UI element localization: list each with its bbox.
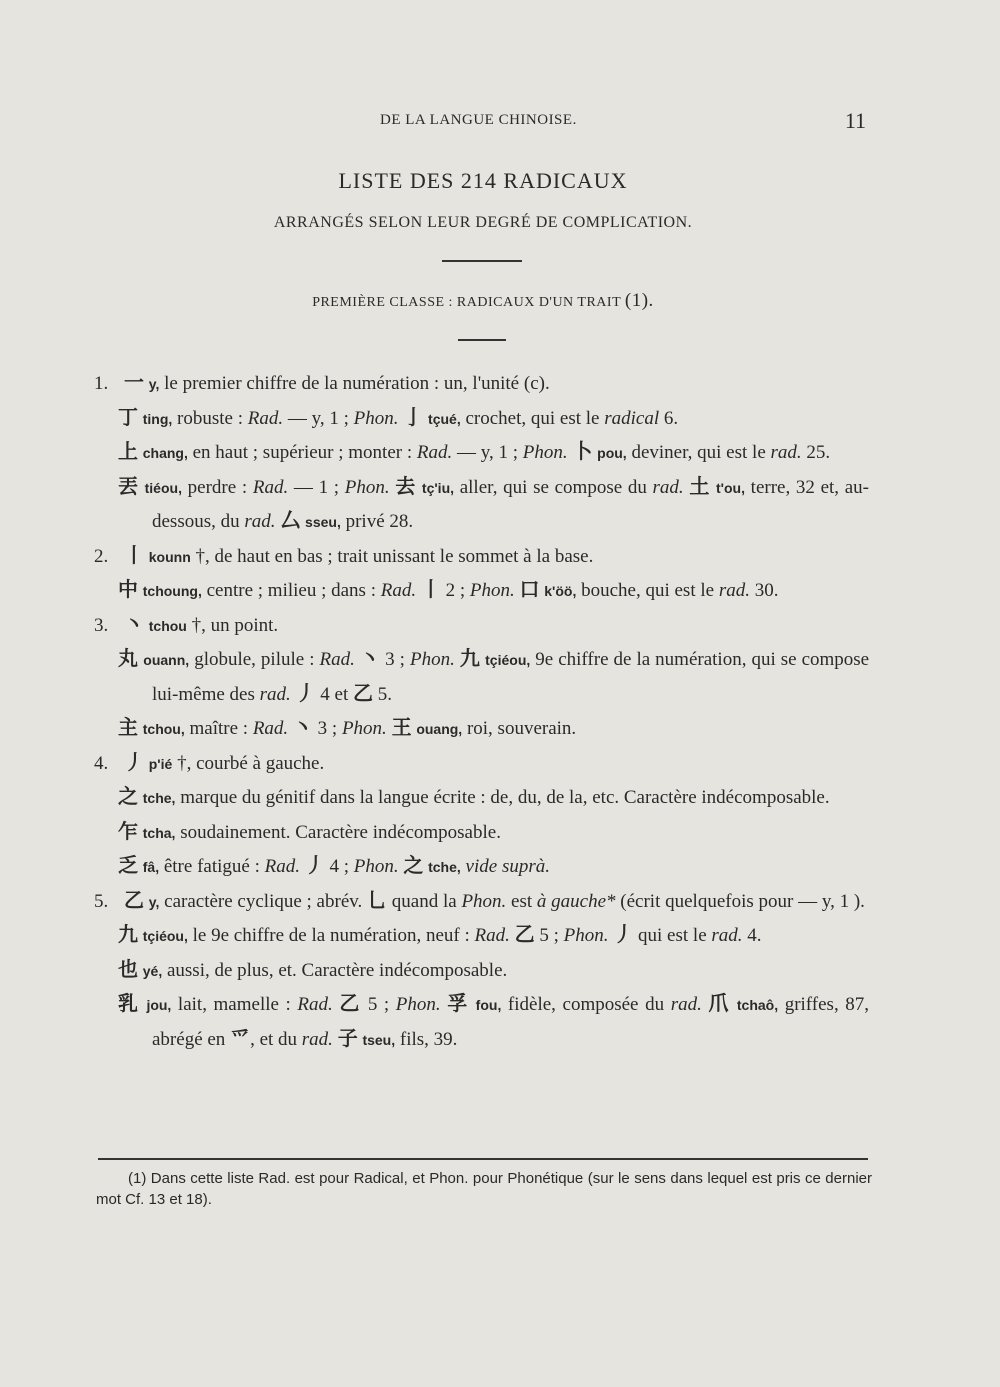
entry-text: perdre : — [187, 476, 248, 498]
entry-text: 4 ; — [329, 856, 349, 877]
class-heading-note: (1). — [624, 290, 654, 311]
phon-label: Phon. — [353, 407, 399, 429]
romanization: fâ, — [142, 859, 160, 875]
entry-text: fidèle, composée du — [507, 994, 665, 1015]
romanization: tche, — [142, 790, 176, 806]
entry-text: 25. — [806, 442, 831, 463]
phon-label: Phon. — [461, 890, 507, 912]
radical-entry-3 — [94, 608, 869, 643]
rad-label: rad. — [718, 580, 750, 601]
rad-label: Rad. — [264, 856, 300, 877]
character: 九 — [459, 646, 481, 670]
footnote-rule — [98, 1158, 868, 1160]
phon-label: Phon. — [344, 476, 390, 498]
entry-text: — 1 ; — [293, 476, 340, 498]
character: 乙 — [339, 991, 362, 1015]
radical-list — [94, 366, 869, 1056]
sub-entry-zhi — [94, 780, 869, 815]
entry-text: †, un point. — [191, 614, 279, 636]
character: 也 — [118, 956, 138, 981]
rad-label: Rad. — [252, 718, 289, 739]
rad-label: Rad. — [297, 994, 333, 1015]
entry-text: — y, 1 ; — [287, 407, 349, 429]
entry-text: aller, qui se compose du — [459, 476, 647, 498]
radical-entry-1 — [94, 366, 869, 401]
rad-label: rad. — [770, 442, 802, 463]
romanization: k'öö, — [544, 583, 577, 599]
entry-text: robuste : — [177, 407, 244, 429]
character: 亅 — [403, 404, 424, 429]
character: 丿 — [613, 922, 634, 946]
rad-label: rad. — [244, 511, 276, 532]
entry-text: 9e chiffre de la numération, qui se compose lui-même des — [152, 649, 870, 705]
character: 乚 — [367, 887, 388, 912]
phon-label: Phon. — [353, 856, 399, 877]
entry-text: être fatigué : — [163, 856, 260, 877]
phon-label: Phon. — [409, 649, 455, 670]
section-rule — [458, 339, 506, 341]
entry-text: †, courbé à gauche. — [177, 752, 325, 774]
sub-entry-fa — [94, 849, 869, 884]
romanization: tchou — [148, 617, 187, 634]
romanization: yé, — [142, 962, 163, 979]
entry-text: le 9e chiffre de la numération, neuf : — [192, 925, 470, 946]
romanization: ting, — [142, 410, 173, 427]
entry-text: bouche, qui est le — [581, 580, 715, 601]
entry-text: fils, 39. — [399, 1028, 458, 1050]
radical-entry-4 — [94, 746, 869, 781]
rad-label: Rad. — [247, 407, 284, 429]
entry-text: maître : — [189, 718, 249, 739]
romanization: t'ou, — [716, 479, 745, 496]
page-subtitle: ARRANGÉS SELON LEUR DEGRÉ DE COMPLICATION. — [273, 214, 693, 231]
phon-label: Phon. — [469, 580, 515, 601]
entry-text: †, de haut en bas ; trait unissant le sommet à la base. — [195, 545, 594, 567]
entry-text: quand la — [391, 890, 457, 912]
character: 上 — [118, 439, 138, 463]
character: 乳 — [118, 991, 140, 1015]
rad-label: Rad. — [252, 476, 289, 498]
rad-label: rad. — [711, 925, 743, 946]
entry-text: en haut ; supérieur ; monter : — [192, 442, 413, 463]
radical-entry-2 — [94, 539, 869, 574]
radical-entry-5 — [94, 884, 869, 919]
entry-text: est — [511, 890, 533, 912]
character: 之 — [118, 784, 138, 808]
rad-label: rad. — [259, 683, 291, 705]
romanization: tchoung, — [142, 583, 202, 599]
entry-text: vide suprà. — [465, 856, 550, 877]
character: 子 — [337, 1025, 358, 1050]
romanization: ouang, — [416, 721, 463, 737]
rad-label: Rad. — [474, 925, 510, 946]
radical-char: 丿 — [124, 749, 144, 774]
entry-text: privé 28. — [345, 511, 414, 532]
character: 土 — [689, 473, 711, 498]
character: 丿 — [304, 853, 325, 877]
entry-number: 5. — [94, 890, 109, 912]
rad-label: rad. — [301, 1028, 333, 1050]
sub-entry-zhu — [94, 711, 869, 746]
class-heading — [0, 290, 966, 312]
character: 去 — [395, 473, 417, 498]
romanization: tçiéou, — [142, 928, 188, 944]
sub-entry-diu — [94, 470, 869, 539]
character: 丸 — [118, 646, 139, 670]
romanization: chang, — [142, 445, 188, 461]
entry-number: 3. — [94, 614, 109, 636]
radical-char: 乙 — [124, 887, 144, 912]
entry-text: 4 et — [320, 683, 349, 705]
character: 乏 — [118, 853, 138, 877]
romanization: tchou, — [142, 721, 185, 737]
entry-number: 2. — [94, 545, 109, 567]
entry-text: , et du — [250, 1028, 298, 1050]
romanization: tcha, — [142, 824, 176, 841]
entry-text: griffes, 87, abrégé en — [152, 994, 870, 1050]
entry-text: 5 ; — [539, 925, 559, 946]
character: 乍 — [118, 818, 138, 843]
character: 丟 — [118, 473, 139, 498]
romanization: tçiéou, — [485, 652, 531, 668]
romanization: tiéou, — [144, 479, 182, 496]
entry-text: le premier chiffre de la numération : un, l'unité (c). — [164, 373, 550, 394]
rad-label: Rad. — [319, 649, 355, 670]
sub-entry-ye — [94, 953, 869, 988]
entry-text: centre ; milieu ; dans : — [206, 580, 376, 601]
sub-entry-wan — [94, 642, 869, 711]
entry-text: aussi, de plus, et. Caractère indécomposable. — [166, 959, 508, 981]
entry-text: — y, 1 ). — [798, 890, 865, 912]
character: 主 — [118, 715, 138, 739]
phon-label: Phon. — [395, 994, 441, 1015]
character: 爪 — [708, 991, 731, 1015]
sub-entry-ding — [94, 401, 869, 436]
character: 之 — [403, 853, 424, 877]
rad-label: Rad. — [380, 580, 417, 601]
rad-label: radical — [604, 407, 660, 429]
radical-char: 丨 — [124, 542, 144, 567]
entry-text: 3 ; — [317, 718, 338, 739]
entry-text: 5 ; — [367, 994, 390, 1015]
character: 王 — [391, 715, 412, 739]
character: 爫 — [230, 1025, 251, 1050]
entry-text: — y, 1 ; — [456, 442, 519, 463]
entry-text: globule, pilule : — [194, 649, 315, 670]
running-head: DE LA LANGUE CHINOISE. — [380, 112, 577, 128]
romanization: y, — [148, 376, 160, 392]
character: 丶 — [292, 715, 313, 739]
entry-text: 2 ; — [445, 580, 466, 601]
entry-text: lait, mamelle : — [177, 994, 291, 1015]
entry-number: 4. — [94, 752, 109, 774]
character: 孚 — [447, 991, 470, 1015]
romanization: tç'iu, — [421, 479, 455, 496]
character: 丁 — [118, 404, 138, 429]
romanization: kounn — [148, 548, 191, 565]
sub-entry-zhong — [94, 573, 869, 608]
romanization: p'ié — [148, 755, 173, 772]
title-rule — [442, 260, 522, 262]
character: 丶 — [359, 646, 381, 670]
entry-text: 5. — [377, 683, 393, 705]
rad-label: rad. — [652, 476, 684, 498]
sub-entry-shang — [94, 435, 869, 470]
entry-text: à gauche* — [536, 890, 616, 912]
sub-entry-ru — [94, 987, 869, 1056]
character: 丨 — [420, 577, 441, 601]
entry-text: crochet, qui est le — [465, 407, 600, 429]
romanization: tche, — [428, 859, 461, 875]
character: 中 — [118, 577, 138, 601]
character: 乙 — [514, 922, 535, 946]
romanization: sseu, — [305, 514, 341, 530]
character: 卜 — [572, 439, 593, 463]
entry-text: marque du génitif dans la langue écrite : de, du, de la, etc. Caractère indécomposable. — [180, 787, 830, 808]
entry-text: soudainement. Caractère indécomposable. — [180, 821, 501, 843]
entry-number: 1. — [94, 373, 109, 394]
romanization: tchaô, — [736, 997, 779, 1013]
entry-text: qui est le — [638, 925, 707, 946]
character: 厶 — [280, 508, 301, 532]
entry-text: caractère cyclique ; abrév. — [164, 890, 363, 912]
phon-label: Phon. — [563, 925, 609, 946]
romanization: ouann, — [143, 652, 190, 668]
page-header — [0, 108, 1000, 136]
sub-entry-jiu — [94, 918, 869, 953]
romanization: jou, — [146, 997, 172, 1013]
entry-text: (écrit quelquefois pour — [620, 890, 794, 912]
character: 九 — [118, 922, 138, 946]
page-title: LISTE DES 214 RADICAUX — [338, 168, 628, 193]
entry-text: terre, 32 et, au-dessous, du — [152, 476, 870, 532]
romanization: tseu, — [362, 1031, 396, 1048]
rad-label: rad. — [670, 994, 702, 1015]
page-number: 11 — [844, 108, 866, 133]
romanization: y, — [148, 893, 160, 910]
sub-entry-zha — [94, 815, 869, 850]
rad-label: Rad. — [416, 442, 453, 463]
phon-label: Phon. — [341, 718, 387, 739]
romanization: tçué, — [428, 410, 461, 427]
entry-text: deviner, qui est le — [631, 442, 766, 463]
radical-char: 一 — [124, 370, 144, 394]
character: 口 — [519, 577, 540, 601]
character: 丿 — [295, 680, 316, 705]
footnote: (1) Dans cette liste Rad. est pour Radical, et Phon. pour Phonétique (sur le sens dans lequel est pris ce dernier mot Cf. 13 et 18). — [96, 1170, 872, 1208]
entry-text: 6. — [663, 407, 679, 429]
entry-text: 30. — [754, 580, 779, 601]
romanization: pou, — [597, 445, 627, 461]
entry-text: 3 ; — [385, 649, 405, 670]
phon-label: Phon. — [522, 442, 568, 463]
class-heading-text: PREMIÈRE CLASSE : RADICAUX D'UN TRAIT — [312, 295, 621, 310]
entry-text: 4. — [747, 925, 762, 946]
character: 乙 — [353, 680, 374, 705]
entry-text: roi, souverain. — [466, 718, 577, 739]
romanization: fou, — [475, 997, 502, 1013]
radical-char: 丶 — [124, 611, 144, 636]
